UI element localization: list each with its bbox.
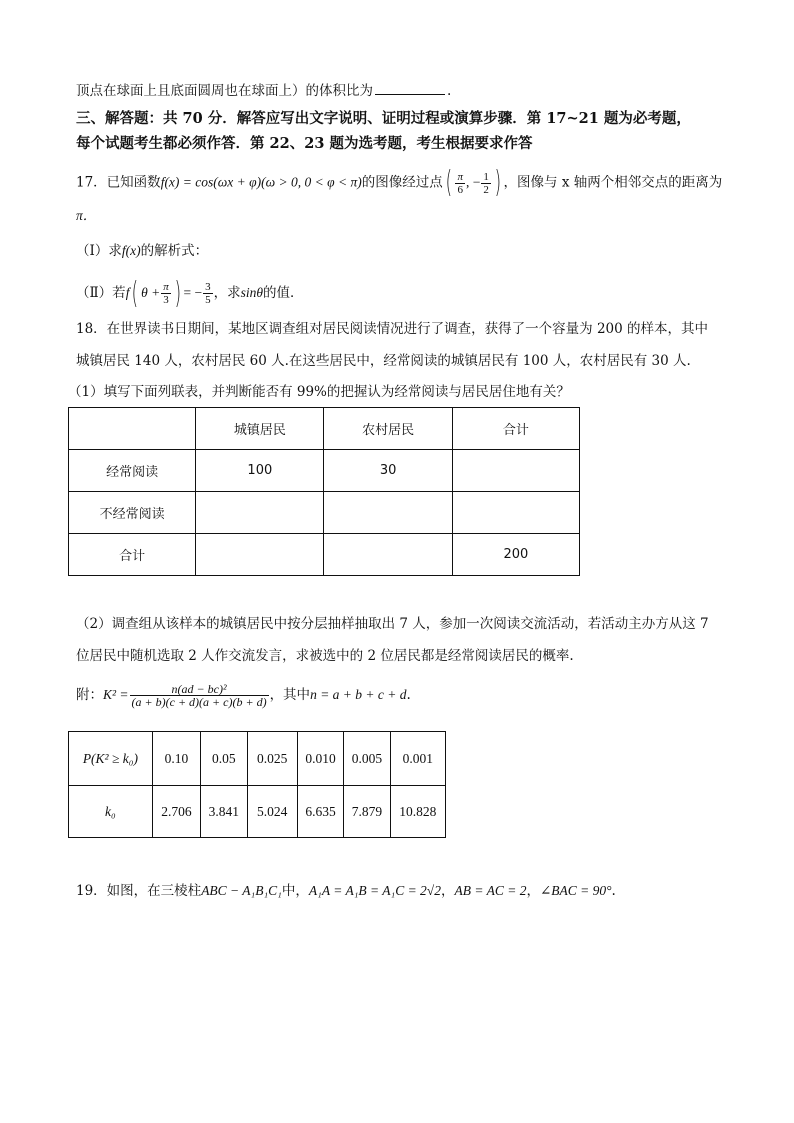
table-cell: 5.024 [247, 786, 297, 838]
right-paren: ) [494, 165, 501, 200]
formula-fraction [130, 683, 269, 708]
table-cell: 合计 [69, 534, 196, 576]
table-row [69, 450, 580, 492]
q17-part2-label: （Ⅱ）若 [76, 285, 126, 301]
q17-frac-35-den: 5 [205, 294, 211, 306]
table-cell: 城镇居民 [196, 408, 324, 450]
q19-cond3: ∠BAC = 90° [539, 883, 612, 898]
table-cell: 200 [452, 534, 579, 576]
table-cell: 合计 [452, 408, 579, 450]
answer-blank [375, 82, 445, 95]
section3-line1: 三、解答题：共 70 分．解答应写出文字说明、证明过程或演算步骤．第 17~21 题为必考题， [76, 110, 691, 127]
q18-formula [76, 680, 411, 710]
q19-end: . [611, 883, 616, 899]
q19-line [76, 882, 616, 900]
table-cell: k₀ [69, 786, 153, 838]
left-paren: ( [132, 275, 139, 311]
q18-part1: （1）填写下面列联表，并判断能否有 99%的把握认为经常阅读与居民居住地有关？ [68, 384, 570, 400]
critical-value-table [68, 731, 446, 838]
table-cell [452, 492, 579, 534]
table-cell [324, 492, 452, 534]
q17-part1-end: 的解析式： [140, 243, 209, 259]
table-cell: 100 [196, 450, 324, 492]
table-cell: 2.706 [152, 786, 200, 838]
q17-point-sep: , − [465, 174, 481, 190]
q17-intro-c: ，图像与 x 轴两个相邻交点的距离为 [503, 174, 723, 191]
contingency-table [68, 407, 580, 576]
q19-sep2: ， [526, 883, 540, 899]
q17-line2: π． [76, 208, 97, 223]
table-cell [324, 534, 452, 576]
formula-numerator: n(ad − bc)² [130, 683, 269, 696]
q19-cond2: AB = AC = 2 [454, 883, 527, 898]
q18-line2: 城镇居民 140 人，农村居民 60 人.在这些居民中，经常阅读的城镇居民有 100 人，农村居民有 30 人. [76, 353, 691, 369]
q17-part2-end: ，求 [213, 285, 241, 301]
q17-frac-pi6 [455, 171, 465, 196]
q19-mid: 中， [281, 883, 309, 899]
table-cell: 0.010 [297, 732, 343, 786]
q17-part2-tail: 的值． [263, 285, 304, 301]
table-cell [196, 534, 324, 576]
header-text: 顶点在球面上且底面圆周也在球面上）的体积比为 [76, 83, 373, 99]
q17-frac-half-den: 2 [483, 183, 489, 196]
q17-intro [76, 165, 723, 200]
formula-mid: ，其中 [269, 687, 311, 703]
q17-frac-35-num: 3 [205, 281, 211, 293]
table-cell: 0.005 [344, 732, 390, 786]
q17-part2-sin: sinθ [240, 285, 264, 300]
q17-part1-label: （Ⅰ）求 [76, 243, 122, 259]
q17-func: f(x) = cos(ωx + φ)(ω > 0, 0 < φ < π) [160, 174, 362, 190]
header-end: . [447, 83, 452, 99]
table-row [69, 786, 446, 838]
q17-frac-pi6-den: 6 [457, 183, 463, 196]
q17-frac-half-num: 1 [483, 170, 489, 183]
section3-line2: 每个试题考生都必须作答．第 22、23 题为选考题，考生根据要求作答 [76, 135, 533, 152]
q17-frac-pi3 [161, 281, 171, 306]
q17-part2-theta: θ + [141, 285, 161, 300]
table-row [69, 732, 446, 786]
q17-intro-b: 的图像经过点 [361, 174, 443, 191]
table-cell: 6.635 [297, 786, 343, 838]
q17-part2-f: f [125, 285, 130, 300]
q19-prism: ABC − A₁B₁C₁ [201, 883, 282, 898]
q18-part2-line1: （2）调查组从该样本的城镇居民中按分层抽样抽取出 7 人，参加一次阅读交流活动，若活动主办方从这 7 [76, 616, 709, 632]
table-cell: 0.001 [390, 732, 445, 786]
table-cell: 0.05 [201, 732, 247, 786]
table-cell: 0.10 [152, 732, 200, 786]
table-cell: P(K² ≥ k₀) [69, 732, 153, 786]
q19-sep1: ， [440, 883, 455, 899]
q17-part2 [76, 275, 304, 311]
table-cell [196, 492, 324, 534]
left-paren: ( [445, 165, 452, 200]
q17-frac-pi6-num: π [457, 170, 463, 183]
table-cell: 3.841 [201, 786, 247, 838]
q17-part1 [76, 242, 208, 260]
formula-end: . [406, 687, 411, 703]
q17-frac-pi3-num: π [163, 281, 169, 293]
q17-frac-pi3-den: 3 [163, 294, 169, 306]
table-cell: 不经常阅读 [69, 492, 196, 534]
q18-part2-line2: 位居民中随机选取 2 人作交流发言，求被选中的 2 位居民都是经常阅读居民的概率. [76, 648, 574, 664]
table-cell [69, 408, 196, 450]
table-cell [452, 450, 579, 492]
q18-line1: 18．在世界读书日期间，某地区调查组对居民阅读情况进行了调查，获得了一个容量为 200 的样本，其中 [76, 321, 709, 337]
table-row [69, 408, 580, 450]
q17-frac-35 [203, 281, 213, 306]
q19-intro: 19．如图，在三棱柱 [76, 883, 202, 899]
table-row [69, 534, 580, 576]
formula-label: 附： [76, 687, 103, 703]
q17-part1-func: f(x) [121, 243, 141, 258]
q17-intro-a: 17．已知函数 [76, 174, 161, 191]
right-paren: ) [174, 275, 181, 311]
q17-frac-half [481, 171, 491, 196]
table-cell: 7.879 [344, 786, 390, 838]
formula-denominator: (a + b)(c + d)(a + c)(b + d) [131, 695, 267, 709]
q17-part2-eq: = − [183, 285, 203, 300]
table-cell: 30 [324, 450, 452, 492]
table-cell: 农村居民 [324, 408, 452, 450]
table-cell: 经常阅读 [69, 450, 196, 492]
q19-cond1: A₁A = A₁B = A₁C = 2√2 [308, 883, 441, 898]
header-line [76, 82, 451, 100]
table-cell: 10.828 [390, 786, 445, 838]
table-cell: 0.025 [247, 732, 297, 786]
formula-lhs: K² = [103, 687, 129, 702]
formula-n: n = a + b + c + d [310, 687, 407, 702]
table-row [69, 492, 580, 534]
